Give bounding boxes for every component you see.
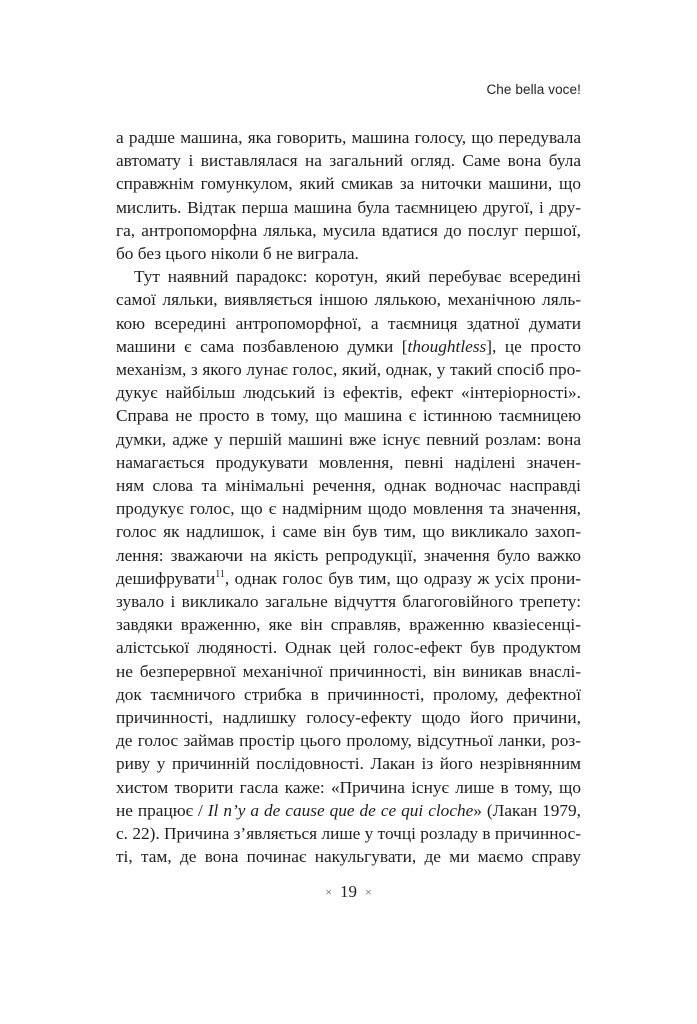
text-line [116, 567, 581, 590]
paragraph-2 [116, 265, 581, 868]
italic-quote: Il n’y a de cause que de ce qui cloche [207, 800, 474, 820]
text-line [116, 799, 581, 822]
text-line: с. 22). Причина з’являється лише у точці розладу в причиннос- [116, 824, 581, 844]
text-line: справжнім гомункулом, який смикав за ниточки машини, що [116, 174, 581, 194]
text-line: алістської людяності. Однак цей голос-ефект був продуктом [116, 638, 581, 658]
text-line: завдяки враженню, яке він справляв, враженню квазіесенці- [116, 615, 581, 635]
text-line: а радше машина, яка говорить, машина голосу, що передувала [116, 128, 581, 147]
text-line: причинності, надлишку голосу-ефекту щодо його причини, [116, 708, 581, 728]
text-line: хистом творити гасла каже: «Причина існує лише в тому, що [116, 777, 581, 797]
text-line: Справа не просто в тому, що машина є істинною таємницею [116, 406, 581, 426]
text-segment: не працює / [116, 800, 208, 820]
text-line: ням слова та мінімальні речення, однак водночас насправді [116, 476, 581, 496]
text-line: га, антропоморфна лялька, мусила вдатися до послуг першої, [116, 220, 581, 240]
text-line: автомату і виставлялася на загальний огляд. Саме вона була [116, 151, 581, 171]
text-line: намагається продукувати мовлення, певні наділені значен- [116, 452, 581, 472]
ornament-left: × [325, 885, 332, 899]
text-segment: ], це просто [486, 336, 581, 356]
text-line: зувало і викликало загальне відчуття благоговійного трепету: [116, 592, 581, 612]
ornament-right: × [365, 885, 372, 899]
text-line: механізм, з якого лунає голос, який, однак, у такий спосіб про- [116, 360, 581, 380]
text-line: лення: зважаючи на якість репродукції, значення було важко [116, 545, 581, 565]
text-line: кою всередині антропоморфної, а таємниця здатної думати [116, 313, 581, 333]
text-line: дукує найбільш людський із ефектів, ефект «інтеріорності». [116, 383, 581, 403]
text-line: не безперервної механічної причинності, він виникав внаслі- [116, 661, 581, 681]
text-line: самої ляльки, виявляється іншою лялькою, механічною ляль- [116, 290, 581, 310]
text-segment: » (Лакан 1979, [473, 800, 581, 820]
text-line: риву у причинній послідовності. Лакан із його незрівнянним [116, 754, 581, 774]
text-line [116, 335, 581, 358]
text-line: бо без цього ніколи б не виграла. [116, 244, 359, 264]
footnote-reference[interactable]: 11 [215, 569, 225, 581]
text-line: ті, там, де вона починає накульгувати, де ми маємо справу [116, 847, 581, 867]
paragraph-1 [116, 126, 581, 265]
page-folio [0, 882, 697, 902]
text-segment: дешифрувати [116, 568, 216, 588]
italic-term: thoughtless [407, 336, 487, 356]
text-line: де голос займав простір цього пролому, відсутньої ланки, роз- [116, 731, 581, 751]
text-segment: , однак голос був тим, що одразу ж усіх прони- [224, 568, 581, 588]
page-number: 19 [340, 882, 357, 901]
text-line: голос як надлишок, і саме він був тим, що викликало захоп- [116, 522, 581, 542]
text-line: мислить. Відтак перша машина була таємницею другої, і дру- [116, 197, 581, 217]
body-text [116, 126, 581, 869]
text-line: док таємничого стрибка в причинності, пролому, дефектної [116, 684, 581, 704]
text-segment: машини є сама позбавленою думки [ [116, 336, 408, 356]
text-line: продукує голос, що є надмірним щодо мовлення та значення, [116, 499, 581, 519]
text-line: Тут наявний парадокс: коротун, який перебуває всередині [134, 267, 581, 287]
running-head: Che bella voce! [486, 82, 581, 97]
text-line: думки, адже у першій машині вже існує певний розлам: вона [116, 429, 581, 449]
